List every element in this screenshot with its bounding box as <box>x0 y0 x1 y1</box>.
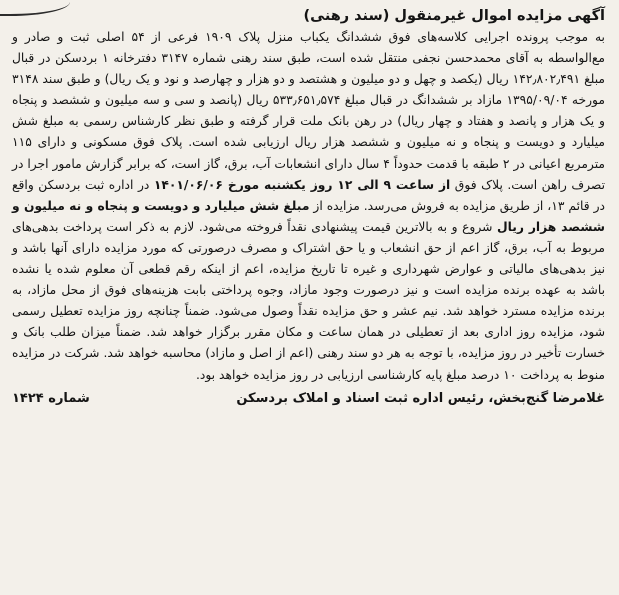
signatory: غلامرضا گنج‌بخش، رئیس اداره ثبت اسناد و املاک بردسکن <box>236 390 605 406</box>
notice-footer <box>12 388 605 410</box>
notice-body-part-3: شروع و به بالاترین قیمت پیشنهادی نقداً فروخته می‌شود. لازم به ذکر است پرداخت بدهی‌های مربوط به آب، برق، گاز اعم از حق انشعاب و یا حق اشتراک و مصرف درصورتی که مورد مزایده دارای آنها باشد و نیز بدهی‌های مالیاتی و عوارض شهرداری و غیره تا تاریخ مزایده، اعم از اینکه رقم قطعی آن معلوم شده یا نشده باشد به عهده برنده مزایده است و نیز درصورت وجود مازاد، وجوه پرداختی بابت هزینه‌های فوق از محل مازاد، به برنده مزایده مسترد خواهد شد. نیم عشر و حق مزایده نقداً وصول می‌شود. ضمناً چنانچه روز مزایده تعطیل رسمی شود، مزایده روز اداری بعد از تعطیلی در همان ساعت و مکان مقرر برگزار خواهد شد. ضمناً میزان طلب بانک و خسارت تأخیر در روز مزایده، با توجه به هر دو سند رهنی (اعم از اصل و مازاد) محاسبه خواهد شد. شرکت در مزایده منوط به پرداخت ۱۰ درصد مبلغ پایه کارشناسی ارزیابی در روز مزایده خواهد بود. <box>12 219 605 382</box>
starting-price: مبلغ شش میلیارد و دویست و پنجاه و نه میلیون و ششصد هزار ریال <box>12 198 606 234</box>
notice-title: آگهی مزایده اموال غیرمنقول (سند رهنی) <box>303 8 605 24</box>
notice-number: شماره ۱۴۲۴ <box>12 390 90 406</box>
notice-body <box>12 27 605 386</box>
notice-body-part-2: در اداره ثبت بردسکن واقع در قائم ۱۳، از طریق مزایده به فروش می‌رسد. مزایده از <box>12 177 605 213</box>
auction-notice <box>6 4 611 589</box>
notice-body-part-1: به موجب پرونده اجرایی کلاسه‌های فوق ششدانگ یکباب منزل پلاک ۱۹۰۹ فرعی از ۵۴ اصلی ثبت و صادر و مع‌الواسطه به آقای محمدحسن نجفی منتقل شده است، طبق سند رهنی شماره ۳۱۴۷ دفترخانه ۱ بردسکن در قبال مبلغ ۱۴۲٫۸۰۲٫۴۹۱ ریال (یکصد و چهل و دو میلیون و هشتصد و دو هزار و چهارصد و نود و یک ریال) و طبق سند ۳۱۴۸ مورخه ۱۳۹۵/۰۹/۰۴ مازاد بر ششدانگ در قبال مبلغ ۵۳۳٫۶۵۱٫۵۷۴ ریال (پانصد و سی و سه میلیون و ششصد و پنجاه و یک هزار و پانصد و هفتاد و چهار ریال) در رهن بانک ملت قرار گرفته و طبق نظر کارشناس رسمی به مبلغ شش میلیارد و دویست و پنجاه و نه میلیون و ششصد هزار ریال ارزیابی شده است. پلاک فوق مسکونی و دارای ۱۱۵ مترمربع اعیانی در ۲ طبقه با قدمت حدوداً ۴ سال دارای انشعابات آب، برق، گاز است، که برابر گزارش مامور اجرا در تصرف راهن است. پلاک فوق <box>12 30 606 192</box>
auction-time-date: از ساعت ۹ الی ۱۲ روز یکشنبه مورخ ۱۴۰۱/۰۶/۰۶ <box>153 177 451 192</box>
